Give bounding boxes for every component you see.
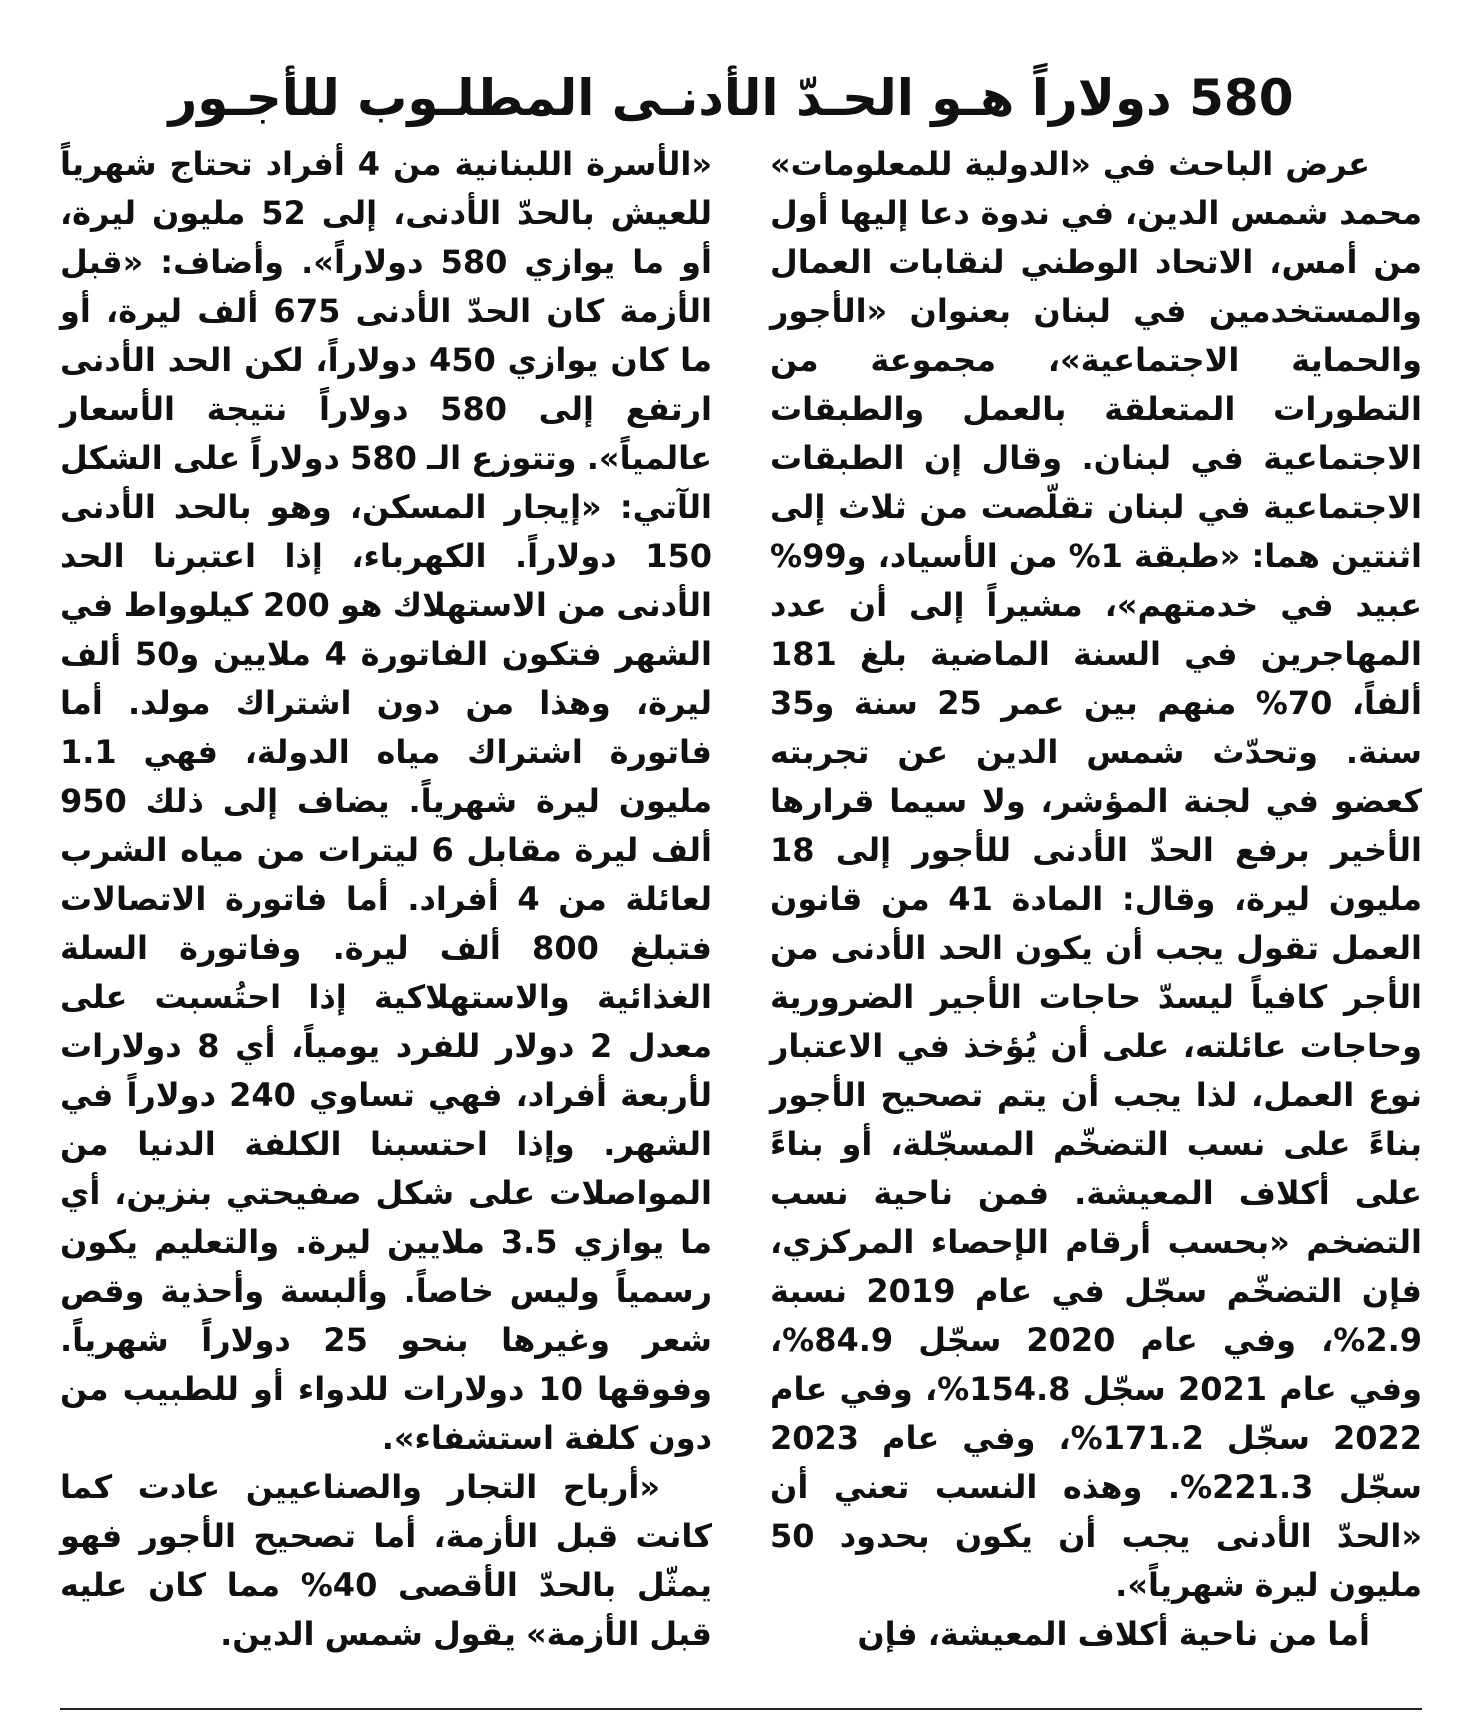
article-paragraph: أما من ناحية أكلاف المعيشة، فإن bbox=[857, 1615, 1370, 1653]
article-paragraph: عرض الباحث في «الدولية للمعلومات» محمد شمس الدين، في ندوة دعا إليها أول من أمس، الاتحاد الوطني لنقابات العمال والمستخدمين في لبنان بعنوان «الأجور والحماية الاجتماعية»، مجموعة من التطورات المتعلقة بالعمل والطبقات الاجتماعية في لبنان. وقال إن الطبقات الاجتماعية في لبنان تقلّصت من ثلاث إلى اثنتين هما: «طبقة 1% من الأسياد، و99% عبيد في خدمتهم»، مشيراً إلى أن عدد المهاجرين في السنة الماضية بلغ 181 ألفاً، 70% منهم بين عمر 25 سنة و35 سنة. وتحدّث شمس الدين عن تجربته كعضو في لجنة المؤشر، ولا سيما قرارها الأخير برفع الحدّ الأدنى للأجور إلى 18 مليون ليرة، وقال: المادة 41 من قانون العمل تقول يجب أن يكون الحد الأدنى من الأجر كافياً ليسدّ حاجات الأجير الضرورية وحاجات عائلته، على أن يُؤخذ في الاعتبار نوع العمل، لذا يجب أن يتم تصحيح الأجور بناءً على نسب التضخّم المسجّلة، أو بناءً على أكلاف المعيشة. فمن ناحية نسب التضخم «بحسب أرقام الإحصاء المركزي، فإن التضخّم سجّل في عام 2019 نسبة 2.9%، وفي عام 2020 سجّل 84.9%، وفي عام 2021 سجّل 154.8%، وفي عام 2022 سجّل 171.2%، وفي عام 2023 سجّل 221.3%. وهذه النسب تعني أن «الحدّ الأدنى يجب أن يكون بحدود 50 مليون ليرة شهرياً». bbox=[770, 145, 1423, 1604]
article-column-right bbox=[770, 140, 1422, 1659]
article-paragraph: «أرباح التجار والصناعيين عادت كما كانت قبل الأزمة، أما تصحيح الأجور فهو يمثّل بالحدّ الأقصى 40% مما كان عليه قبل الأزمة» يقول شمس الدين. bbox=[60, 1468, 712, 1653]
article-column-left bbox=[60, 140, 712, 1659]
bottom-divider bbox=[60, 1708, 1422, 1710]
article-headline: 580 دولاراً هـو الحـدّ الأدنـى المطلـوب للأجـور bbox=[168, 68, 1294, 127]
article-paragraph: «الأسرة اللبنانية من 4 أفراد تحتاج شهرياً للعيش بالحدّ الأدنى، إلى 52 مليون ليرة، أو ما يوازي 580 دولاراً». وأضاف: «قبل الأزمة كان الحدّ الأدنى 675 ألف ليرة، أو ما كان يوازي 450 دولاراً، لكن الحد الأدنى ارتفع إلى 580 دولاراً نتيجة الأسعار عالمياً». وتتوزع الـ 580 دولاراً على الشكل الآتي: «إيجار المسكن، وهو بالحد الأدنى 150 دولاراً. الكهرباء، إذا اعتبرنا الحد الأدنى من الاستهلاك هو 200 كيلوواط في الشهر فتكون الفاتورة 4 ملايين و50 ألف ليرة، وهذا من دون اشتراك مولد. أما فاتورة اشتراك مياه الدولة، فهي 1.1 مليون ليرة شهرياً. يضاف إلى ذلك 950 ألف ليرة مقابل 6 ليترات من مياه الشرب لعائلة من 4 أفراد. أما فاتورة الاتصالات فتبلغ 800 ألف ليرة. وفاتورة السلة الغذائية والاستهلاكية إذا احتُسبت على معدل 2 دولار للفرد يومياً، أي 8 دولارات لأربعة أفراد، فهي تساوي 240 دولاراً في الشهر. وإذا احتسبنا الكلفة الدنيا من المواصلات على شكل صفيحتي بنزين، أي ما يوازي 3.5 ملايين ليرة. والتعليم يكون رسمياً وليس خاصاً. وألبسة وأحذية وقص شعر وغيرها بنحو 25 دولاراً شهرياً. وفوقها 10 دولارات للدواء أو للطبيب من دون كلفة استشفاء». bbox=[60, 145, 713, 1457]
